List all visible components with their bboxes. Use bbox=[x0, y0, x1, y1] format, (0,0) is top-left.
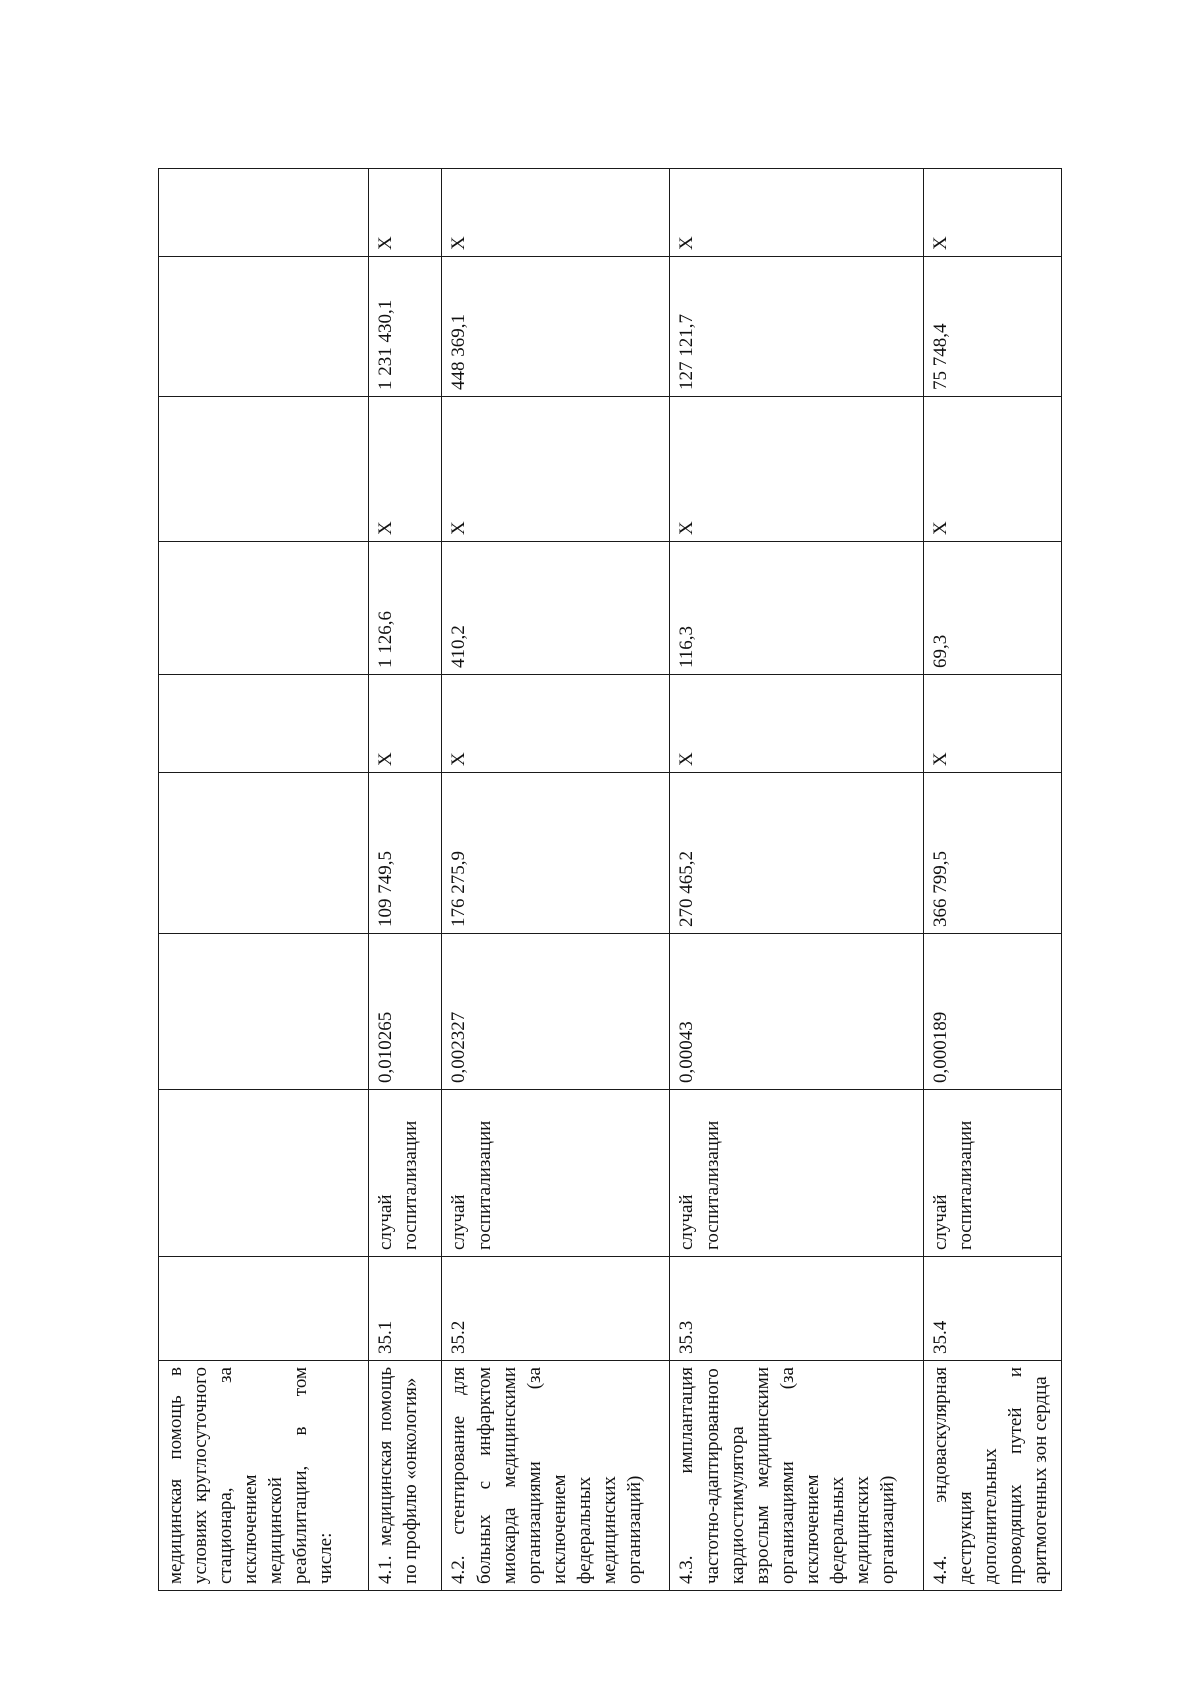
code-cell bbox=[159, 1257, 369, 1361]
cell-7: 116,3 bbox=[670, 542, 923, 675]
cell-8: X bbox=[369, 397, 442, 542]
cell-8: X bbox=[442, 397, 670, 542]
cell-9 bbox=[159, 257, 369, 397]
cell-9: 1 231 430,1 bbox=[369, 257, 442, 397]
norm-cost-cell: 176 275,9 bbox=[442, 773, 670, 934]
unit-cell: случай госпитализации bbox=[369, 1090, 442, 1257]
table-row bbox=[442, 169, 670, 1591]
row-name-cell: 4.2. стентирование для больных с инфарктом миокарда медицинскими организациями (за исключением федеральных медицинских организаций) bbox=[442, 1361, 670, 1591]
cell-10: X bbox=[670, 169, 923, 257]
cell-8 bbox=[159, 397, 369, 542]
norm-volume-cell bbox=[159, 934, 369, 1090]
cell-6: X bbox=[369, 675, 442, 773]
norm-cost-cell: 109 749,5 bbox=[369, 773, 442, 934]
code-cell: 35.3 bbox=[670, 1257, 923, 1361]
cell-7: 1 126,6 bbox=[369, 542, 442, 675]
table-row bbox=[670, 169, 923, 1591]
norm-cost-cell: 366 799,5 bbox=[923, 773, 1061, 934]
code-cell: 35.1 bbox=[369, 1257, 442, 1361]
table-row bbox=[923, 169, 1061, 1591]
norm-volume-cell: 0,000189 bbox=[923, 934, 1061, 1090]
cell-8: X bbox=[670, 397, 923, 542]
norm-volume-cell: 0,00043 bbox=[670, 934, 923, 1090]
cell-7 bbox=[159, 542, 369, 675]
cell-10: X bbox=[923, 169, 1061, 257]
unit-cell bbox=[159, 1090, 369, 1257]
row-name-cell: 4.4. эндоваскулярная деструкция дополнительных проводящих путей и аритмогенных зон сердца bbox=[923, 1361, 1061, 1591]
cell-8: X bbox=[923, 397, 1061, 542]
cell-6: X bbox=[670, 675, 923, 773]
unit-cell: случай госпитализации bbox=[442, 1090, 670, 1257]
norm-cost-cell bbox=[159, 773, 369, 934]
cell-7: 410,2 bbox=[442, 542, 670, 675]
cell-10 bbox=[159, 169, 369, 257]
row-name-cell: медицинская помощь в условиях круглосуточного стационара, за исключением медицинской реабилитации, в том числе: bbox=[159, 1361, 369, 1591]
norm-cost-cell: 270 465,2 bbox=[670, 773, 923, 934]
code-cell: 35.2 bbox=[442, 1257, 670, 1361]
cell-6: X bbox=[923, 675, 1061, 773]
cell-10: X bbox=[369, 169, 442, 257]
row-name-cell: 4.3. имплантация частотно-адаптированного кардиостимулятора взрослым медицинскими организациями (за исключением федеральных медицинских организаций) bbox=[670, 1361, 923, 1591]
cell-9: 448 369,1 bbox=[442, 257, 670, 397]
cell-9: 127 121,7 bbox=[670, 257, 923, 397]
cell-10: X bbox=[442, 169, 670, 257]
row-name-cell: 4.1. медицинская помощь по профилю «онкология» bbox=[369, 1361, 442, 1591]
cell-6 bbox=[159, 675, 369, 773]
cell-7: 69,3 bbox=[923, 542, 1061, 675]
norm-volume-cell: 0,010265 bbox=[369, 934, 442, 1090]
financing-table bbox=[158, 168, 1062, 1591]
code-cell: 35.4 bbox=[923, 1257, 1061, 1361]
cell-6: X bbox=[442, 675, 670, 773]
table-row-header bbox=[159, 169, 369, 1591]
table-row bbox=[369, 169, 442, 1591]
norm-volume-cell: 0,002327 bbox=[442, 934, 670, 1090]
cell-9: 75 748,4 bbox=[923, 257, 1061, 397]
unit-cell: случай госпитализации bbox=[670, 1090, 923, 1257]
unit-cell: случай госпитализации bbox=[923, 1090, 1061, 1257]
